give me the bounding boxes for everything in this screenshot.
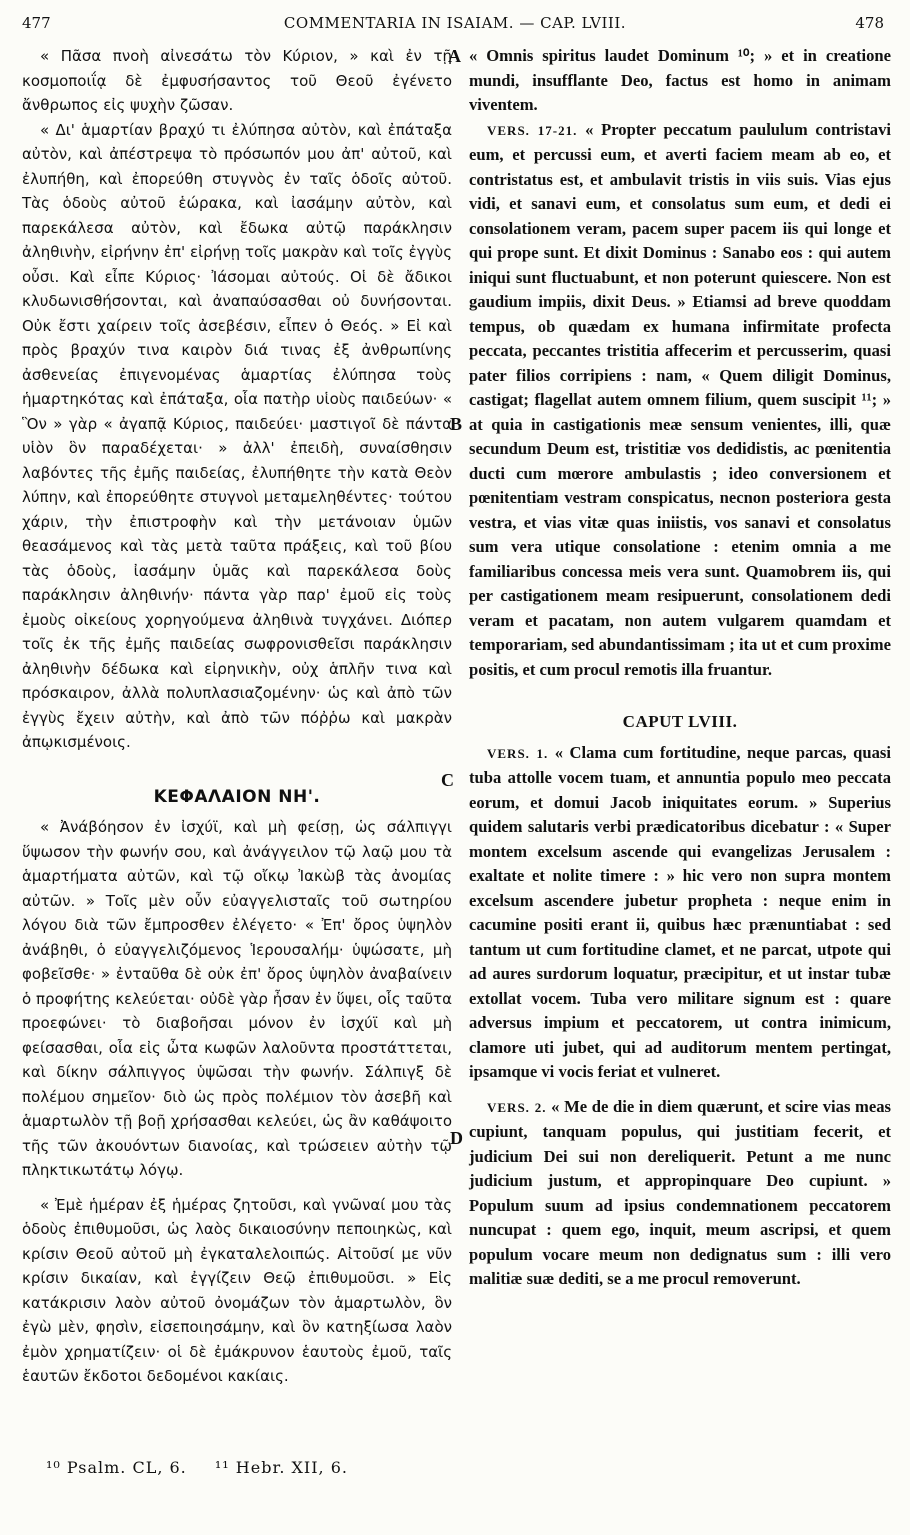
verse-label: VERS. 17-21. [487, 122, 578, 138]
latin-chapter-heading: CAPUT LVIII. [622, 712, 738, 731]
verse-label: VERS. 2. [487, 1099, 547, 1115]
verse-text: « Propter peccatum paululum contristavi eum, et percussi eum, et averti faciem meam ab eo, et contristatus est, et ambulavit tristis in viis suis. Vias ejus vidi, et sanavi eum, et consolatus sum eum, et dedi ei consolationem veram, pacem super pacem iis qui longe et qui prope sunt. Et dixit Dominus : Sanabo eos : qui autem iniqui sunt fluctuabunt, et non poterunt quiescere. Non est gaudium impiis, dixit Deus. » Etiamsi ad breve quoddam tempus, ob quædam ex humana infirmitate profecta peccata, peccantes tristitia affecerim et percusserim, quasi pater filios corripiens : nam, « Quem diligit Dominus, castigat; flagellat autem omnem filium, quem suscipit ¹¹; » at quia in castigationis meæ sensum venientes, illi, quæ secundum Deum est, tristitiæ vos dedidistis, ac pœnitentia ducti cum mœrore ambulastis ; ideo conversionem et pœnitentiam vestram conspicatus, necnon posteriora gesta vestra, et vias vitæ quas iniistis, vos sanavi et consolatus sum vera utique consolatione : etenim omnia a me familiaribus concessa meis vera sunt. Quamobrem iis, qui per castigationem meam resipuerunt, consolationem dedi veram et pacatam, non autem vulgarem quamdam et temporariam, sed abundantissimam ; ita ut et cum proxime positis, et cum procul remotis illa fruantur. [469, 119, 891, 679]
margin-marker-c: C [441, 770, 454, 790]
margin-marker-b: B [450, 414, 463, 434]
greek-paragraph: « Δι' ἁμαρτίαν βραχύ τι ἐλύπησα αὐτὸν, καὶ ἐπάταξα αὐτὸν, καὶ ἀπέστρεψα τὸ πρόσωπόν μου ἀπ' αὐτοῦ, καὶ ἐλυπήθη, καὶ ἐπορεύθη στυγνὸς ἐν ταῖς ὁδοῖς αὐτοῦ. Τὰς ὁδοὺς αὐτοῦ ἑώρακα, καὶ ἰασάμην αὐτὸν, καὶ παρεκάλεσα αὐτὸν, καὶ ἔδωκα αὐτῷ παράκλησιν ἀληθινὴν, εἰρήνην ἐπ' εἰρήνῃ τοῖς μακρὰν καὶ τοῖς ἐγγὺς οὖσι. Καὶ εἶπε Κύριος· Ἰάσομαι αὐτούς. Οἱ δὲ ἄδικοι κλυδωνισθήσονται, καὶ ἀναπαύσασθαι οὐ δυνήσονται. Οὐκ ἔστι χαίρειν τοῖς ἀσεβέσιν, εἶπεν ὁ Θεός. » Εἰ καὶ πρὸς βραχύν τινα καιρὸν διά τινας ἐξ ἀνθρωπίνης ἀσθενείας ἐπιγενομένας ἁμαρτίας ἐλύπησα τοὺς ἡμαρτηκότας καὶ ἐπάταξα, οἷα πατὴρ υἱοὺς παιδεύων· « Ὃν » γὰρ « ἀγαπᾷ Κύριος, παιδεύει· μαστιγοῖ δὲ πάντα υἱὸν ὃν παραδέχεται· » ἀλλ' ἐπειδὴ, συναίσθησιν λαβόντες τῆς ἐμῆς παιδείας, ἐλυπήθητε τὴν κατὰ Θεὸν λύπην, καὶ ἐπορεύθητε στυγνοὶ μεταμεληθέντες· τούτου χάριν, τὴν ἐπιστροφὴν καὶ τὴν μετάνοιαν ὑμῶν θεασάμενος καὶ τὰς μετὰ ταῦτα πράξεις, καὶ τοῦ βίου τὰς ὁδοὺς, ἰασάμην ὑμᾶς καὶ παρεκάλεσα δοὺς παράκλησιν ἀληθινήν· πάντα γὰρ παρ' ἐμοῦ εἰς τοὺς ἐμοὺς οἰκείους χορηγούμενα ἀληθινὰ τυγχάνει. Διόπερ τοῖς ἐκ τῆς ἐμῆς παιδείας σωφρονισθεῖσι παράκλησιν ἀληθινὴν δέδωκα καὶ εἰρηνικὴν, οὐχ ἁπλῆν τινα καὶ πρόσκαιρον, ἀλλὰ πολυπλασιαζομένην· ὡς καὶ ἀπὸ τῶν ἐγγὺς ἔχειν αὐτὴν, καὶ ἀπὸ τῶν πόῤῥω καὶ μακρὰν ἀπῳκισμένοις. [22, 120, 452, 751]
running-head: COMMENTARIA IN ISAIAM. — CAP. LVIII. [283, 14, 627, 32]
greek-paragraph: « Πᾶσα πνοὴ αἰνεσάτω τὸν Κύριον, » καὶ ἐν τῇ κοσμοποιΐᾳ δὲ ἐμφυσήσαντος τοῦ Θεοῦ ἐγένετο ἄνθρωπος εἰς ψυχὴν ζῶσαν. [22, 47, 452, 114]
page-number-right: 478 [855, 14, 884, 32]
page-number-left: 477 [22, 14, 51, 32]
latin-verse-paragraph [469, 1095, 891, 1292]
latin-verse-paragraph [469, 118, 891, 683]
latin-paragraph: « Omnis spiritus laudet Dominum ¹⁰; » et in creatione mundi, insufflante Deo, factus est homo in animam viventem. [469, 46, 891, 114]
greek-column [22, 44, 452, 1389]
latin-column [469, 44, 891, 1292]
footnote: ¹⁰ Psalm. CL, 6. [46, 1458, 187, 1477]
verse-text: « Clama cum fortitudine, neque parcas, quasi tuba attolle vocem tuam, et annuntia populo meo peccata eorum, et domui Jacob iniquitates eorum. » Superius quidem salutaris verbi prædicatoribus dicebatur : « Super montem excelsum ascende qui evangelizas Jerusalem : exaltate et nolite timere : » hic vero non supra montem excelsum ascendere jubetur propheta : neque enim in cacumine positi erant ii, quibus hæc prænuntiabat : sed tantum ut cum fortitudine clamet, et ne parcat, utpote qui ad aures surdorum loquatur, præcipitur, et ut instar tubæ extollat vocem. Tuba vero militare signum est : quare adversus impium et peccatorem, ut contra inimicum, clamore uti jubet, qui ad auditorum mentem pertingat, ipsamque vi vocis feriat et vulneret. [469, 742, 891, 1081]
verse-label: VERS. 1. [487, 745, 549, 761]
greek-chapter-heading: ΚΕΦΑΛΑΙΟΝ ΝΗ'. [153, 786, 321, 807]
footnotes [46, 1458, 370, 1477]
footnote: ¹¹ Hebr. XII, 6. [214, 1458, 348, 1477]
margin-marker-a: A [448, 46, 461, 66]
margin-marker-d: D [450, 1128, 463, 1148]
latin-verse-paragraph [469, 741, 891, 1085]
greek-paragraph: « Ἐμὲ ἡμέραν ἐξ ἡμέρας ζητοῦσι, καὶ γνῶναί μου τὰς ὁδοὺς ἐπιθυμοῦσι, ὡς λαὸς δικαιοσύνην πεποιηκὼς, καὶ κρίσιν Θεοῦ αὐτοῦ μὴ ἐγκαταλελοιπώς. Αἰτοῦσί με νῦν κρίσιν δικαίαν, καὶ ἐγγίζειν Θεῷ ἐπιθυμοῦσι. » Εἰς κατάκρισιν λαὸν αὐτοῦ ὀνομάζων τὸν ἁμαρτωλὸν, ὃν ἐγὼ μὲν, φησὶν, εἰσεποιησάμην, καὶ ὃν κατηξίωσα λαὸν ἐμὸν χρηματίζειν· οἱ δὲ ἐμάκρυνον ἑαυτοὺς ἐμοῦ, ταῖς ἑαυτῶν ἔκδοτοι δεδομένοι κακίαις. [22, 1195, 452, 1385]
verse-text: « Me de die in diem quærunt, et scire vias meas cupiunt, tanquam populus, qui justitiam fecerit, et judicium Dei sui non dereliquerit. Petunt a me nunc judicium justum, et appropinquare Deo cupiunt. » Populum suum ad ipsius condemnationem peccatorem nuncupat : quem ego, inquit, meum ascripsi, et quem populum vocare meum non dedignatus sum : illi vero malitiæ suæ dediti, se a me procul removerunt. [469, 1096, 891, 1288]
greek-paragraph: « Ἀνάβόησον ἐν ἰσχύϊ, καὶ μὴ φείσῃ, ὡς σάλπιγγι ὕψωσον τὴν φωνήν σου, καὶ ἀνάγγειλον τῷ λαῷ μου τὰ ἁμαρτήματα αὐτῶν, καὶ τῷ οἴκῳ Ἰακὼβ τὰς ἀνομίας αὐτῶν. » Τοῖς μὲν οὖν εὐαγγελισταῖς τοῦ σωτηρίου λόγου διὰ τῶν ἔμπροσθεν ἐλέγετο· « Ἐπ' ὄρος ὑψηλὸν ἀνάβηθι, ὁ εὐαγγελιζόμενος Ἱερουσαλήμ· ὑψώσατε, μὴ φοβεῖσθε· » ἐνταῦθα δὲ οὐκ ἐπ' ὄρος ὑψηλὸν ἀναβαίνειν ὁ προφήτης κελεύεται· οὐδὲ γὰρ ἦσαν ἐν ὕψει, οἷς ταῦτα προεφώνει· τὸ διαβοῆσαι μόνον ἐν ἰσχύϊ καὶ μὴ φείσασθαι, οἷα εἰς ὦτα κωφῶν λαλοῦντα προστάττεται, καὶ δίκην σάλπιγγος ὑψῶσαι τὴν φωνήν. Σάλπιγξ δὲ πολέμου σημεῖον· διὸ ὡς πρὸς πολέμιον τὸν ἀσεβῆ καὶ ἁμαρτωλὸν τῇ βοῇ χρήσασθαι κελεύει, ὡς ἂν καθάψοιτο τῆς τῶν ἀκουόντων διανοίας, καὶ τρώσειεν αὐτὴν τῷ πληκτικωτάτῳ λόγῳ. [22, 818, 452, 1179]
